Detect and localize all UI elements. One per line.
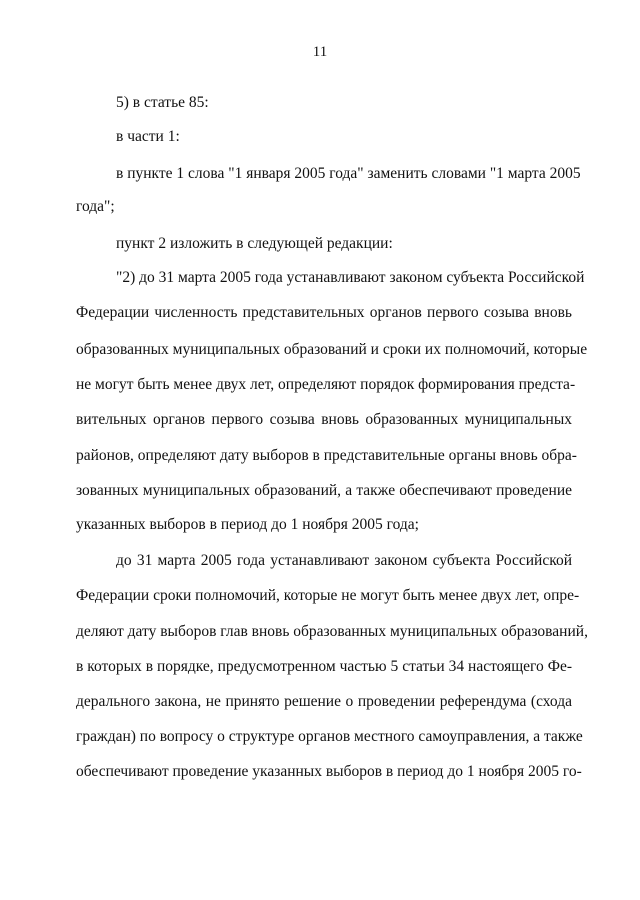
paragraph-line: в пункте 1 слова "1 января 2005 года" заменить словами "1 марта 2005: [116, 165, 581, 182]
paragraph-line: в которых в порядке, предусмотренном частью 5 статьи 34 настоящего Фе-: [76, 658, 572, 675]
paragraph-line: до 31 марта 2005 года устанавливают законом субъекта Российской: [116, 552, 572, 569]
paragraph-line: граждан) по вопросу о структуре органов местного самоуправления, а также: [76, 728, 583, 745]
paragraph-line: Федерации численность представительных органов первого созыва вновь: [76, 304, 572, 321]
paragraph-line: дерального закона, не принято решение о проведении референдума (схода: [76, 693, 572, 710]
paragraph-line: 5) в статье 85:: [116, 94, 209, 111]
paragraph-line: деляют дату выборов глав вновь образованных муниципальных образований,: [76, 623, 588, 640]
paragraph-line: "2) до 31 марта 2005 года устанавливают законом субъекта Российской: [116, 269, 585, 286]
paragraph-line: районов, определяют дату выборов в представительные органы вновь обра-: [76, 447, 577, 464]
paragraph-line: пункт 2 изложить в следующей редакции:: [116, 235, 393, 252]
paragraph-line: не могут быть менее двух лет, определяют порядок формирования предста-: [76, 376, 576, 393]
paragraph-line: Федерации сроки полномочий, которые не могут быть менее двух лет, опре-: [76, 587, 580, 604]
paragraph-line: обеспечивают проведение указанных выборов в период до 1 ноября 2005 го-: [76, 763, 582, 780]
paragraph-line: года";: [76, 198, 115, 215]
paragraph-line: указанных выборов в период до 1 ноября 2005 года;: [76, 516, 419, 533]
page-number: 11: [312, 44, 328, 60]
paragraph-line: зованных муниципальных образований, а также обеспечивают проведение: [76, 482, 572, 499]
paragraph-line: в части 1:: [116, 128, 180, 145]
paragraph-line: образованных муниципальных образований и сроки их полномочий, которые: [76, 341, 588, 358]
paragraph-line: вительных органов первого созыва вновь образованных муниципальных: [76, 411, 572, 428]
